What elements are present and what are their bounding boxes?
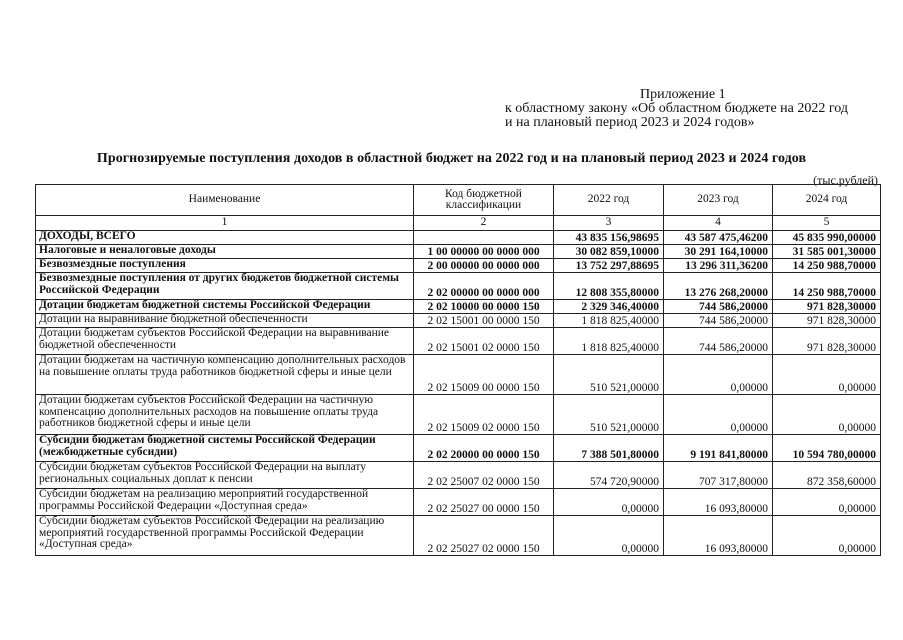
row-name-cell: Дотации бюджетам субъектов Российской Федерации на выравнивание бюджетной обеспеченности bbox=[36, 328, 414, 355]
row-2023-cell: 30 291 164,10000 bbox=[664, 245, 773, 259]
row-2022-cell: 0,00000 bbox=[554, 489, 664, 516]
row-name-cell: Безвозмездные поступления от других бюджетов бюджетной системы Российской Федерации bbox=[36, 273, 414, 300]
row-name-cell: Дотации бюджетам бюджетной системы Российской Федерации bbox=[36, 300, 414, 314]
row-2023-cell: 0,00000 bbox=[664, 355, 773, 395]
row-2022-cell: 2 329 346,40000 bbox=[554, 300, 664, 314]
row-2024-cell: 14 250 988,70000 bbox=[773, 273, 881, 300]
row-2023-cell: 744 586,20000 bbox=[664, 300, 773, 314]
table-row bbox=[36, 462, 881, 489]
row-2022-cell: 1 818 825,40000 bbox=[554, 328, 664, 355]
row-code-cell: 1 00 00000 00 0000 000 bbox=[414, 245, 554, 259]
header-2024: 2024 год bbox=[773, 185, 881, 216]
row-2023-cell: 707 317,80000 bbox=[664, 462, 773, 489]
row-2022-cell: 1 818 825,40000 bbox=[554, 314, 664, 328]
row-2024-cell: 45 835 990,00000 bbox=[773, 231, 881, 245]
row-2024-cell: 31 585 001,30000 bbox=[773, 245, 881, 259]
row-code-cell: 2 02 25027 00 0000 150 bbox=[414, 489, 554, 516]
row-2022-cell: 574 720,90000 bbox=[554, 462, 664, 489]
row-2023-cell: 16 093,80000 bbox=[664, 489, 773, 516]
row-name-cell: Дотации бюджетам на частичную компенсацию дополнительных расходов на повышение оплаты труда работников бюджетной сферы и иные цели bbox=[36, 355, 414, 395]
row-2024-cell: 0,00000 bbox=[773, 489, 881, 516]
table-row bbox=[36, 516, 881, 556]
row-code-cell: 2 02 25027 02 0000 150 bbox=[414, 516, 554, 556]
row-2024-cell: 0,00000 bbox=[773, 516, 881, 556]
row-2022-cell: 7 388 501,80000 bbox=[554, 435, 664, 462]
row-2024-cell: 14 250 988,70000 bbox=[773, 259, 881, 273]
table-row bbox=[36, 231, 881, 245]
table-row bbox=[36, 259, 881, 273]
row-2022-cell: 12 808 355,80000 bbox=[554, 273, 664, 300]
table-row bbox=[36, 355, 881, 395]
column-number: 3 bbox=[554, 216, 664, 231]
row-code-cell: 2 02 15001 00 0000 150 bbox=[414, 314, 554, 328]
table-row bbox=[36, 314, 881, 328]
row-2022-cell: 13 752 297,88695 bbox=[554, 259, 664, 273]
row-name-cell: Субсидии бюджетам бюджетной системы Российской Федерации (межбюджетные субсидии) bbox=[36, 435, 414, 462]
header-2022: 2022 год bbox=[554, 185, 664, 216]
table-row bbox=[36, 328, 881, 355]
column-number-row bbox=[36, 216, 881, 231]
appendix-block bbox=[505, 88, 848, 130]
row-code-cell: 2 02 00000 00 0000 000 bbox=[414, 273, 554, 300]
row-2023-cell: 13 276 268,20000 bbox=[664, 273, 773, 300]
row-2022-cell: 510 521,00000 bbox=[554, 395, 664, 435]
row-name-cell: Безвозмездные поступления bbox=[36, 259, 414, 273]
row-2024-cell: 0,00000 bbox=[773, 395, 881, 435]
row-code-cell: 2 02 15009 02 0000 150 bbox=[414, 395, 554, 435]
table-row bbox=[36, 395, 881, 435]
row-2023-cell: 43 587 475,46200 bbox=[664, 231, 773, 245]
row-2023-cell: 744 586,20000 bbox=[664, 314, 773, 328]
table-row bbox=[36, 245, 881, 259]
row-name-cell: ДОХОДЫ, ВСЕГО bbox=[36, 231, 414, 245]
row-2023-cell: 13 296 311,36200 bbox=[664, 259, 773, 273]
row-name-cell: Субсидии бюджетам субъектов Российской Федерации на реализацию мероприятий государственной программы Российской Федерации «Доступная среда» bbox=[36, 516, 414, 556]
row-2023-cell: 0,00000 bbox=[664, 395, 773, 435]
column-number: 5 bbox=[773, 216, 881, 231]
units-label: (тыс.рублей) bbox=[813, 173, 878, 187]
row-name-cell: Субсидии бюджетам на реализацию мероприятий государственной программы Российской Федерации «Доступная среда» bbox=[36, 489, 414, 516]
row-code-cell bbox=[414, 231, 554, 245]
row-2024-cell: 872 358,60000 bbox=[773, 462, 881, 489]
table-row bbox=[36, 273, 881, 300]
row-2022-cell: 510 521,00000 bbox=[554, 355, 664, 395]
revenue-table bbox=[35, 184, 881, 556]
header-name: Наименование bbox=[36, 185, 414, 216]
row-name-cell: Субсидии бюджетам субъектов Российской Федерации на выплату региональных социальных доплат к пенсии bbox=[36, 462, 414, 489]
row-2024-cell: 971 828,30000 bbox=[773, 314, 881, 328]
row-name-cell: Налоговые и неналоговые доходы bbox=[36, 245, 414, 259]
column-number: 1 bbox=[36, 216, 414, 231]
row-name-cell: Дотации бюджетам субъектов Российской Федерации на частичную компенсацию дополнительных расходов на повышение оплаты труда работников бюджетной сферы и иные цели bbox=[36, 395, 414, 435]
appendix-line-3: и на плановый период 2023 и 2024 годов» bbox=[505, 115, 755, 130]
row-name-cell: Дотации на выравнивание бюджетной обеспеченности bbox=[36, 314, 414, 328]
row-2022-cell: 30 082 859,10000 bbox=[554, 245, 664, 259]
header-row bbox=[36, 185, 881, 216]
row-2022-cell: 0,00000 bbox=[554, 516, 664, 556]
row-2024-cell: 0,00000 bbox=[773, 355, 881, 395]
row-code-cell: 2 02 15009 00 0000 150 bbox=[414, 355, 554, 395]
column-number: 4 bbox=[664, 216, 773, 231]
row-2023-cell: 16 093,80000 bbox=[664, 516, 773, 556]
appendix-line-2: к областному закону «Об областном бюджете на 2022 год bbox=[505, 101, 848, 116]
row-2022-cell: 43 835 156,98695 bbox=[554, 231, 664, 245]
row-2024-cell: 971 828,30000 bbox=[773, 328, 881, 355]
row-2023-cell: 9 191 841,80000 bbox=[664, 435, 773, 462]
row-2024-cell: 10 594 780,00000 bbox=[773, 435, 881, 462]
row-code-cell: 2 02 20000 00 0000 150 bbox=[414, 435, 554, 462]
table-row bbox=[36, 435, 881, 462]
header-code: Код бюджетной классификации bbox=[414, 185, 554, 216]
table-row bbox=[36, 300, 881, 314]
row-code-cell: 2 02 10000 00 0000 150 bbox=[414, 300, 554, 314]
header-2023: 2023 год bbox=[664, 185, 773, 216]
row-code-cell: 2 00 00000 00 0000 000 bbox=[414, 259, 554, 273]
table-row bbox=[36, 489, 881, 516]
appendix-line-1: Приложение 1 bbox=[640, 87, 726, 102]
document-title: Прогнозируемые поступления доходов в областной бюджет на 2022 год и на плановый период 2023 и 2024 годов bbox=[96, 151, 807, 166]
row-code-cell: 2 02 25007 02 0000 150 bbox=[414, 462, 554, 489]
row-2023-cell: 744 586,20000 bbox=[664, 328, 773, 355]
row-code-cell: 2 02 15001 02 0000 150 bbox=[414, 328, 554, 355]
row-2024-cell: 971 828,30000 bbox=[773, 300, 881, 314]
column-number: 2 bbox=[414, 216, 554, 231]
